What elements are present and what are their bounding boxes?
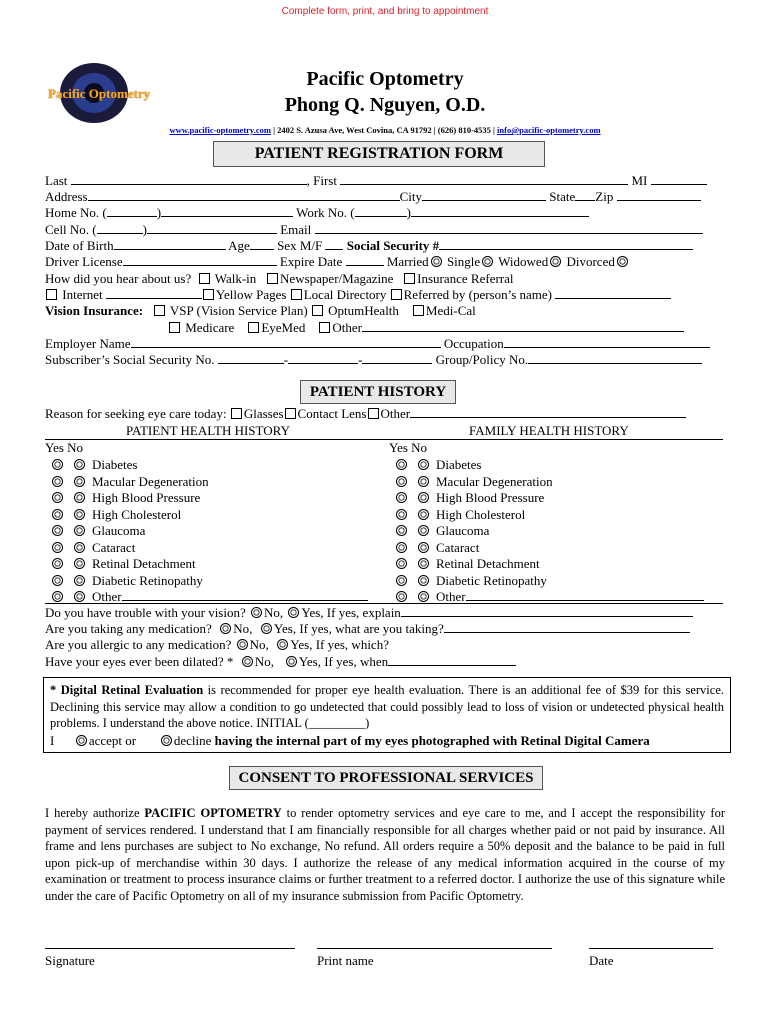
vision-insurance-label: Vision Insurance: bbox=[45, 303, 144, 318]
retinal-bold-lead: * Digital Retinal Evaluation bbox=[50, 683, 204, 697]
family-condition-label: Diabetic Retinopathy bbox=[436, 572, 547, 588]
family-yes-radio[interactable] bbox=[396, 476, 407, 487]
patient-condition-label: Retinal Detachment bbox=[92, 556, 196, 571]
family-no-radio[interactable] bbox=[418, 558, 429, 569]
referred-by-field[interactable] bbox=[555, 287, 671, 299]
q2-medication-field[interactable] bbox=[444, 621, 690, 633]
address-text: | 2402 S. Azusa Ave, West Covina, CA 91792 | (626) 810-4535 | bbox=[270, 125, 498, 135]
patient-row bbox=[50, 507, 368, 524]
family-condition-label: Retinal Detachment bbox=[436, 556, 540, 571]
medicare-label: Medicare bbox=[185, 320, 235, 335]
patient-yes-radio[interactable] bbox=[52, 575, 63, 586]
patient-no-radio[interactable] bbox=[74, 476, 85, 487]
patient-condition-label: Glaucoma bbox=[92, 523, 146, 538]
internet-label: Internet bbox=[62, 287, 103, 302]
patient-yes-no: Yes No bbox=[45, 440, 84, 455]
work-no-field[interactable] bbox=[411, 205, 589, 217]
family-condition-label: Macular Degeneration bbox=[436, 473, 553, 489]
yellow-pages-label: Yellow Pages bbox=[215, 287, 287, 302]
family-row bbox=[394, 474, 704, 491]
address-field[interactable] bbox=[88, 189, 400, 201]
ssn-field[interactable] bbox=[439, 238, 693, 250]
patient-no-radio[interactable] bbox=[74, 542, 85, 553]
employer-label: Employer Name bbox=[45, 336, 131, 351]
first-name-field[interactable] bbox=[340, 173, 628, 185]
q2-no-label: No, bbox=[233, 621, 253, 636]
family-no-radio[interactable] bbox=[418, 525, 429, 536]
date-label: Date bbox=[589, 953, 614, 968]
address-label: Address bbox=[45, 189, 88, 204]
consent-paragraph bbox=[45, 805, 725, 904]
patient-no-radio[interactable] bbox=[74, 591, 85, 602]
patient-condition-label: High Cholesterol bbox=[92, 506, 182, 522]
row-hear-about bbox=[45, 271, 514, 287]
q4-yes-radio[interactable] bbox=[286, 656, 297, 667]
family-yes-radio[interactable] bbox=[396, 591, 407, 602]
family-yes-radio[interactable] bbox=[396, 459, 407, 470]
walk-in-label: Walk-in bbox=[214, 271, 257, 286]
subscriber-ssn-label: Subscriber’s Social Security No. bbox=[45, 352, 215, 367]
optumhealth-checkbox[interactable] bbox=[312, 305, 323, 316]
family-row bbox=[394, 457, 704, 474]
ssn-label: Social Security # bbox=[346, 238, 440, 253]
q2-yes-radio[interactable] bbox=[261, 623, 272, 634]
referred-by-label: Referred by (person’s name) bbox=[403, 287, 552, 302]
retinal-choice bbox=[50, 733, 724, 749]
history-title: PATIENT HISTORY bbox=[300, 380, 456, 404]
patient-condition-label: High Blood Pressure bbox=[92, 490, 201, 505]
consent-lead: I hereby authorize bbox=[45, 806, 145, 820]
zip-field[interactable] bbox=[617, 189, 701, 201]
reason-other-checkbox[interactable] bbox=[368, 408, 379, 419]
top-note: Complete form, print, and bring to appointment bbox=[281, 6, 489, 17]
divorced-radio[interactable] bbox=[617, 256, 628, 267]
row-address bbox=[45, 189, 701, 205]
reason-other-field[interactable] bbox=[410, 406, 686, 418]
patient-no-radio[interactable] bbox=[74, 558, 85, 569]
patient-row bbox=[50, 540, 368, 557]
first-label: , First bbox=[306, 173, 337, 188]
email-field[interactable] bbox=[315, 222, 703, 234]
insurance-referral-label: Insurance Referral bbox=[417, 271, 514, 286]
married-radio[interactable] bbox=[431, 256, 442, 267]
patient-no-radio[interactable] bbox=[74, 575, 85, 586]
vsp-checkbox[interactable] bbox=[154, 305, 165, 316]
patient-row bbox=[50, 556, 368, 573]
q3-yes-radio[interactable] bbox=[277, 639, 288, 650]
patient-no-radio[interactable] bbox=[74, 459, 85, 470]
family-yes-radio[interactable] bbox=[396, 575, 407, 586]
retinal-evaluation-box bbox=[43, 677, 731, 753]
employer-field[interactable] bbox=[131, 336, 441, 348]
family-yes-radio[interactable] bbox=[396, 542, 407, 553]
q4-when-field[interactable] bbox=[388, 654, 516, 666]
patient-row bbox=[50, 457, 368, 474]
retinal-body: is recommended for proper eye health evaluation. There is an additional fee of $39 for this service. Declining this service may allow a condition to go undetected that could possibly lead to loss of vision or undetected physical health problems. I understand the above notice. INITIAL (_________) bbox=[50, 683, 725, 730]
question-dilated bbox=[45, 654, 516, 670]
print-name-line[interactable] bbox=[317, 948, 552, 949]
medi-cal-label: Medi-Cal bbox=[425, 303, 476, 318]
dob-label: Date of Birth bbox=[45, 238, 114, 253]
consent-bold-name: PACIFIC OPTOMETRY bbox=[144, 806, 282, 820]
family-yes-radio[interactable] bbox=[396, 525, 407, 536]
decline-label: decline bbox=[173, 732, 212, 748]
referred-by-checkbox[interactable] bbox=[391, 289, 402, 300]
decline-bold-text: having the internal part of my eyes photographed with Retinal Digital Camera bbox=[211, 732, 650, 748]
single-label: Single bbox=[446, 254, 481, 269]
contact-lens-checkbox[interactable] bbox=[285, 408, 296, 419]
print-name-label: Print name bbox=[317, 953, 374, 968]
glasses-label: Glasses bbox=[243, 406, 284, 421]
row-reason bbox=[45, 406, 686, 422]
question-medication bbox=[45, 621, 690, 637]
q2-yes-label: Yes, If yes, what are you taking? bbox=[273, 621, 444, 636]
row-cell-email: Cell No. ( ) Email bbox=[45, 222, 703, 238]
row-sources bbox=[45, 287, 671, 303]
family-no-radio[interactable] bbox=[418, 542, 429, 553]
row-name bbox=[45, 173, 707, 189]
patient-history-list bbox=[50, 457, 368, 606]
eyemed-checkbox[interactable] bbox=[248, 322, 259, 333]
contact-lens-label: Contact Lens bbox=[297, 406, 367, 421]
patient-history-header: PATIENT HEALTH HISTORY bbox=[126, 423, 290, 438]
family-row bbox=[394, 490, 704, 507]
patient-condition-label: Diabetic Retinopathy bbox=[92, 572, 203, 588]
city-label: City bbox=[399, 189, 423, 204]
last-name-field[interactable] bbox=[71, 173, 307, 185]
patient-yes-radio[interactable] bbox=[52, 459, 63, 470]
patient-yes-radio[interactable] bbox=[52, 492, 63, 503]
q2-no-radio[interactable] bbox=[220, 623, 231, 634]
glasses-checkbox[interactable] bbox=[231, 408, 242, 419]
widowed-label: Widowed bbox=[498, 254, 549, 269]
question-allergy bbox=[45, 637, 389, 653]
home-area-field[interactable] bbox=[107, 205, 157, 217]
patient-row bbox=[50, 573, 368, 590]
family-no-radio[interactable] bbox=[418, 509, 429, 520]
patient-condition-label: Diabetes bbox=[92, 457, 138, 472]
family-row bbox=[394, 556, 704, 573]
sex-field[interactable] bbox=[325, 238, 343, 250]
age-field[interactable] bbox=[250, 238, 274, 250]
cell-no-label: Cell No. ( bbox=[45, 222, 97, 237]
patient-no-radio[interactable] bbox=[74, 509, 85, 520]
occupation-label: Occupation bbox=[443, 336, 504, 351]
family-condition-label: Diabetes bbox=[436, 457, 482, 472]
insurance-referral-checkbox[interactable] bbox=[404, 273, 415, 284]
family-row bbox=[394, 540, 704, 557]
family-no-radio[interactable] bbox=[418, 476, 429, 487]
occupation-field[interactable] bbox=[504, 336, 710, 348]
medicare-checkbox[interactable] bbox=[169, 322, 180, 333]
patient-no-radio[interactable] bbox=[74, 525, 85, 536]
group-policy-field[interactable] bbox=[528, 352, 702, 364]
accept-label: accept or bbox=[88, 732, 137, 748]
q1-no-label: No, bbox=[264, 605, 284, 620]
q4-no-label: No, bbox=[254, 654, 275, 669]
patient-row bbox=[50, 523, 368, 540]
q1-yes-label: Yes, If yes, explain bbox=[301, 605, 401, 620]
age-label: Age bbox=[228, 238, 250, 253]
history-divider bbox=[45, 439, 723, 440]
q4-label: Have your eyes ever been dilated? * bbox=[45, 654, 234, 669]
q4-no-radio[interactable] bbox=[242, 656, 253, 667]
medi-cal-checkbox[interactable] bbox=[413, 305, 424, 316]
q3-no-label: No, bbox=[249, 637, 269, 652]
patient-yes-radio[interactable] bbox=[52, 542, 63, 553]
group-policy-label: Group/Policy No. bbox=[435, 352, 529, 367]
local-directory-checkbox[interactable] bbox=[291, 289, 302, 300]
patient-yes-radio[interactable] bbox=[52, 476, 63, 487]
family-no-radio[interactable] bbox=[418, 575, 429, 586]
subscriber-ssn-2[interactable] bbox=[288, 352, 358, 364]
patient-row bbox=[50, 490, 368, 507]
eyemed-label: EyeMed bbox=[261, 320, 306, 335]
practice-name: Pacific Optometry bbox=[306, 68, 464, 90]
row-license bbox=[45, 254, 630, 270]
local-directory-label: Local Directory bbox=[303, 287, 387, 302]
reason-other-label: Other bbox=[380, 406, 411, 421]
home-no-label: Home No. ( bbox=[45, 205, 107, 220]
patient-row bbox=[50, 474, 368, 491]
family-row bbox=[394, 507, 704, 524]
dob-field[interactable] bbox=[114, 238, 226, 250]
driver-license-label: Driver License bbox=[45, 254, 123, 269]
expire-date-field[interactable] bbox=[346, 254, 384, 266]
row-dob bbox=[45, 238, 693, 254]
mi-field[interactable] bbox=[651, 173, 707, 185]
retinal-i: I bbox=[50, 732, 55, 748]
cell-area-field[interactable] bbox=[97, 222, 143, 234]
hear-about-label: How did you hear about us? bbox=[45, 271, 192, 286]
other-insurance-field[interactable] bbox=[362, 320, 684, 332]
patient-condition-label: Other bbox=[92, 589, 122, 604]
zip-label: Zip bbox=[595, 189, 614, 204]
consent-title: CONSENT TO PROFESSIONAL SERVICES bbox=[229, 766, 543, 790]
family-condition-label: Cataract bbox=[436, 539, 480, 555]
row-vision-insurance-2 bbox=[168, 320, 684, 336]
optumhealth-label: OptumHealth bbox=[328, 303, 399, 318]
patient-yes-radio[interactable] bbox=[52, 558, 63, 569]
q1-label: Do you have trouble with your vision? bbox=[45, 605, 246, 620]
married-label: Married bbox=[386, 254, 429, 269]
patient-yes-radio[interactable] bbox=[52, 525, 63, 536]
signature-line[interactable] bbox=[45, 948, 295, 949]
q1-no-radio[interactable] bbox=[251, 607, 262, 618]
family-history-header: FAMILY HEALTH HISTORY bbox=[469, 423, 629, 438]
expire-date-label: Expire Date bbox=[279, 254, 343, 269]
driver-license-field[interactable] bbox=[123, 254, 277, 266]
date-line[interactable] bbox=[589, 948, 713, 949]
question-vision-trouble bbox=[45, 605, 693, 621]
family-condition-label: Glaucoma bbox=[436, 523, 490, 538]
logo-text: Pacific Optometry bbox=[48, 86, 151, 101]
work-no-label: Work No. ( bbox=[296, 205, 355, 220]
family-yes-no: Yes No bbox=[389, 440, 428, 455]
patient-condition-label: Cataract bbox=[92, 539, 136, 555]
q1-yes-radio[interactable] bbox=[288, 607, 299, 618]
patient-condition-label: Macular Degeneration bbox=[92, 473, 209, 489]
family-condition-label: Other bbox=[436, 589, 466, 604]
retinal-text bbox=[50, 682, 724, 732]
family-no-radio[interactable] bbox=[418, 591, 429, 602]
q3-no-radio[interactable] bbox=[237, 639, 248, 650]
email-label: Email bbox=[280, 222, 312, 237]
family-history-list bbox=[394, 457, 704, 606]
other-insurance-label: Other bbox=[332, 320, 362, 335]
history-bottom-line bbox=[45, 603, 723, 604]
work-area-field[interactable] bbox=[355, 205, 407, 217]
newspaper-checkbox[interactable] bbox=[267, 273, 278, 284]
subscriber-ssn-3[interactable] bbox=[362, 352, 432, 364]
cell-no-field[interactable] bbox=[147, 222, 277, 234]
sex-label: Sex M/F bbox=[277, 238, 323, 253]
newspaper-label: Newspaper/Magazine bbox=[280, 271, 394, 286]
family-yes-radio[interactable] bbox=[396, 558, 407, 569]
q3-label: Are you allergic to any medication? bbox=[45, 637, 232, 652]
reason-label: Reason for seeking eye care today: bbox=[45, 406, 227, 421]
internet-field[interactable] bbox=[106, 287, 202, 299]
q2-label: Are you taking any medication? bbox=[45, 621, 212, 636]
form-title: PATIENT REGISTRATION FORM bbox=[213, 141, 545, 167]
signature-label: Signature bbox=[45, 953, 95, 968]
patient-yes-radio[interactable] bbox=[52, 509, 63, 520]
email-link[interactable]: info@pacific-optometry.com bbox=[497, 125, 601, 135]
row-phones: Home No. ( ) Work No. ( ) bbox=[45, 205, 589, 221]
accept-radio[interactable] bbox=[76, 735, 87, 746]
family-row bbox=[394, 573, 704, 590]
q4-yes-label: Yes, If yes, when bbox=[298, 654, 389, 669]
family-condition-label: High Blood Pressure bbox=[436, 490, 545, 505]
family-row bbox=[394, 523, 704, 540]
family-no-radio[interactable] bbox=[418, 492, 429, 503]
q1-explain-field[interactable] bbox=[401, 605, 693, 617]
contact-line bbox=[0, 125, 770, 135]
internet-checkbox[interactable] bbox=[46, 289, 57, 300]
doctor-name: Phong Q. Nguyen, O.D. bbox=[284, 94, 486, 116]
city-field[interactable] bbox=[422, 189, 546, 201]
q3-yes-label: Yes, If yes, which? bbox=[290, 637, 389, 652]
widowed-radio[interactable] bbox=[550, 256, 561, 267]
family-no-radio[interactable] bbox=[418, 459, 429, 470]
last-label: Last bbox=[45, 173, 68, 188]
home-no-field[interactable] bbox=[161, 205, 293, 217]
family-condition-label: High Cholesterol bbox=[436, 506, 526, 522]
vsp-label: VSP (Vision Service Plan) bbox=[169, 303, 308, 318]
patient-other-field[interactable] bbox=[122, 589, 368, 601]
state-field[interactable] bbox=[575, 189, 595, 201]
row-employer bbox=[45, 336, 710, 352]
yellow-pages-checkbox[interactable] bbox=[203, 289, 214, 300]
single-radio[interactable] bbox=[482, 256, 493, 267]
family-yes-radio[interactable] bbox=[396, 509, 407, 520]
consent-body: to render optometry services and eye care to me, and I accept the responsibility for payment of services rendered. I understand that I am financially responsible for all charges whether paid or not paid by insurance. All frame and lens purchases are subject to No exchange, No refund. All orders require a 50% deposit and the balance to be paid in full upon pick-up of merchandise within 30 days. I authorize the release of any medical information acquired in the course of my examination or treatment to process insurance claims or further treatment to a referred doctor. I authorize the use of this signature while under the care of Pacific Optometry on all of my insurance submission from Pacific Optometry. bbox=[45, 806, 725, 903]
subscriber-ssn-1[interactable] bbox=[218, 352, 284, 364]
website-link[interactable]: www.pacific-optometry.com bbox=[169, 125, 271, 135]
state-label: State bbox=[549, 189, 576, 204]
family-other-field[interactable] bbox=[466, 589, 704, 601]
patient-yes-radio[interactable] bbox=[52, 591, 63, 602]
mi-label: MI bbox=[631, 173, 648, 188]
patient-no-radio[interactable] bbox=[74, 492, 85, 503]
divorced-label: Divorced bbox=[566, 254, 615, 269]
decline-radio[interactable] bbox=[161, 735, 172, 746]
other-insurance-checkbox[interactable] bbox=[319, 322, 330, 333]
row-vision-insurance bbox=[45, 303, 476, 319]
family-yes-radio[interactable] bbox=[396, 492, 407, 503]
row-subscriber: Subscriber’s Social Security No. - - Group/Policy No. bbox=[45, 352, 702, 368]
walk-in-checkbox[interactable] bbox=[199, 273, 210, 284]
